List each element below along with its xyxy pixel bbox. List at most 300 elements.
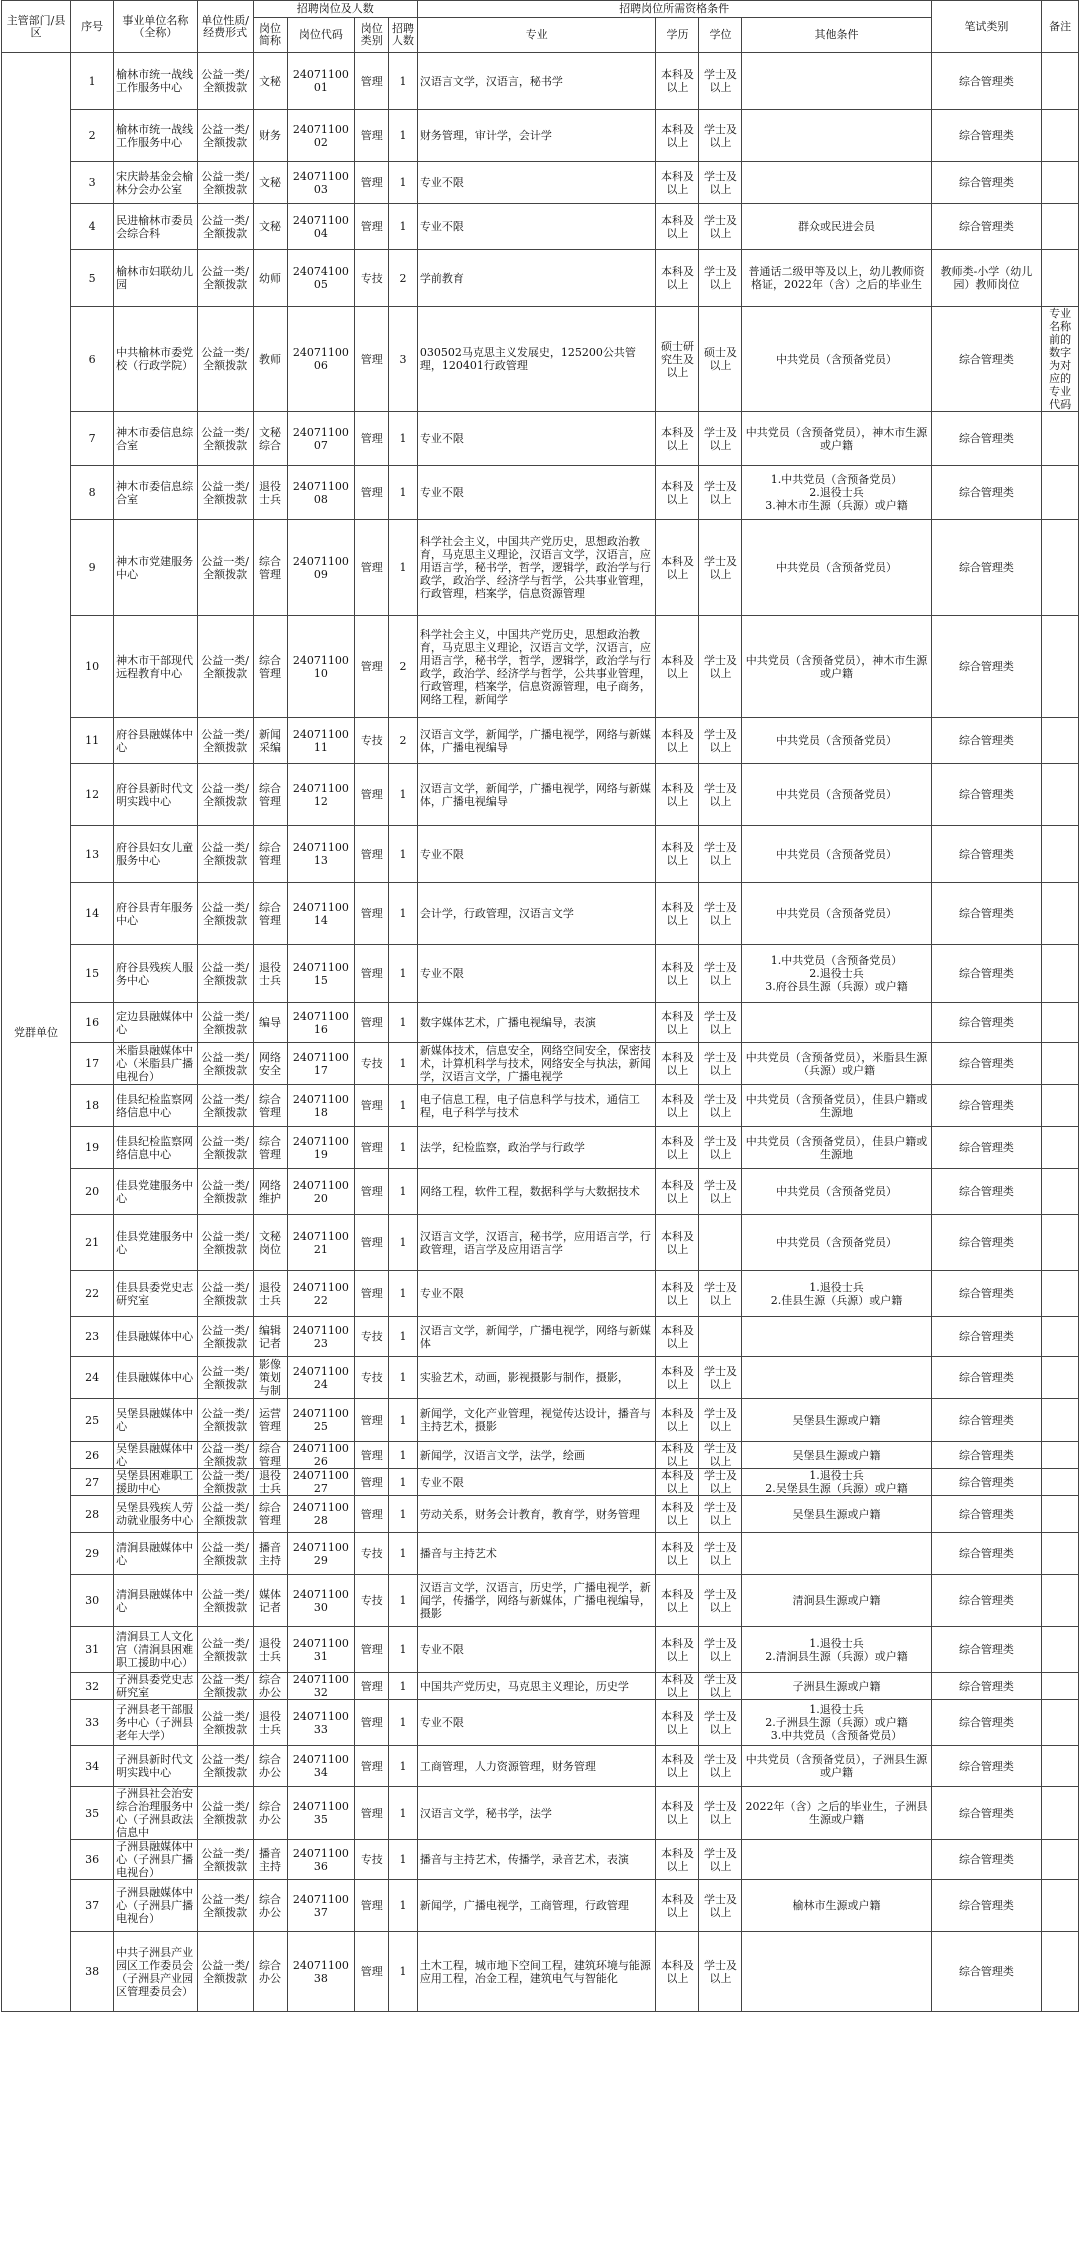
cell-short: 幼师	[253, 250, 287, 307]
cell-other: 子洲县生源或户籍	[742, 1673, 931, 1700]
cell-short: 编辑记者	[253, 1317, 287, 1357]
cell-short: 文秘岗位	[253, 1215, 287, 1271]
cell-short: 播音主持	[253, 1533, 287, 1575]
cell-short: 综合管理	[253, 520, 287, 616]
cell-count: 1	[389, 945, 418, 1003]
cell-seq: 23	[71, 1317, 114, 1357]
header-post-group: 招聘岗位及人数	[253, 1, 417, 18]
cell-edu: 本科及以上	[656, 520, 699, 616]
cell-unit: 吴堡县融媒体中心	[114, 1442, 197, 1469]
cell-nature: 公益一类/全额拨款	[197, 1215, 253, 1271]
cell-other: 1.退役士兵 2.吴堡县生源（兵源）或户籍	[742, 1469, 931, 1496]
cell-nature: 公益一类/全额拨款	[197, 1469, 253, 1496]
cell-short: 退役士兵	[253, 945, 287, 1003]
cell-code: 2407110011	[287, 718, 355, 764]
cell-nature: 公益一类/全额拨款	[197, 466, 253, 520]
cell-seq: 2	[71, 110, 114, 162]
cell-edu: 本科及以上	[656, 1271, 699, 1317]
cell-note	[1042, 1880, 1079, 1932]
cell-note	[1042, 1169, 1079, 1215]
cell-other	[742, 162, 931, 204]
cell-note	[1042, 53, 1079, 110]
cell-note	[1042, 1840, 1079, 1880]
cell-edu: 本科及以上	[656, 412, 699, 466]
cell-type: 管理	[355, 826, 389, 883]
cell-major: 030502马克思主义发展史，125200公共管理，120401行政管理	[417, 307, 656, 412]
cell-short: 综合管理	[253, 1442, 287, 1469]
cell-edu: 本科及以上	[656, 1442, 699, 1469]
cell-major: 新闻学，汉语言文学，法学，绘画	[417, 1442, 656, 1469]
cell-code: 2407110035	[287, 1787, 355, 1840]
cell-edu: 本科及以上	[656, 53, 699, 110]
cell-other: 吴堡县生源或户籍	[742, 1442, 931, 1469]
cell-edu: 本科及以上	[656, 204, 699, 250]
cell-edu: 本科及以上	[656, 1880, 699, 1932]
cell-nature: 公益一类/全额拨款	[197, 718, 253, 764]
cell-seq: 21	[71, 1215, 114, 1271]
header-other: 其他条件	[742, 18, 931, 53]
table-row	[2, 1127, 1079, 1169]
cell-nature: 公益一类/全额拨款	[197, 945, 253, 1003]
cell-code: 2407110028	[287, 1496, 355, 1533]
table-row	[2, 616, 1079, 718]
cell-seq: 16	[71, 1003, 114, 1043]
table-row	[2, 826, 1079, 883]
cell-code: 2407110032	[287, 1673, 355, 1700]
cell-unit: 子洲县融媒体中心（子洲县广播电视台）	[114, 1880, 197, 1932]
cell-other: 1.退役士兵 2.佳县生源（兵源）或户籍	[742, 1271, 931, 1317]
cell-seq: 33	[71, 1700, 114, 1746]
cell-major: 汉语言文学，汉语言，秘书学，应用语言学，行政管理，语言学及应用语言学	[417, 1215, 656, 1271]
cell-major: 专业不限	[417, 162, 656, 204]
cell-edu: 本科及以上	[656, 1746, 699, 1787]
cell-short: 网络安全	[253, 1043, 287, 1085]
cell-short: 退役士兵	[253, 1700, 287, 1746]
cell-count: 1	[389, 1673, 418, 1700]
cell-seq: 25	[71, 1399, 114, 1442]
cell-degree: 学士及以上	[699, 1840, 742, 1880]
cell-degree: 学士及以上	[699, 162, 742, 204]
cell-code: 2407110036	[287, 1840, 355, 1880]
cell-seq: 11	[71, 718, 114, 764]
cell-seq: 4	[71, 204, 114, 250]
cell-count: 1	[389, 1127, 418, 1169]
table-row	[2, 1787, 1079, 1840]
cell-seq: 37	[71, 1880, 114, 1932]
cell-count: 1	[389, 1399, 418, 1442]
cell-exam: 综合管理类	[931, 1085, 1042, 1127]
cell-count: 1	[389, 1469, 418, 1496]
table-row	[2, 1271, 1079, 1317]
cell-other: 中共党员（含预备党员）	[742, 307, 931, 412]
cell-degree: 学士及以上	[699, 1496, 742, 1533]
cell-other: 榆林市生源或户籍	[742, 1880, 931, 1932]
cell-other: 中共党员（含预备党员），神木市生源或户籍	[742, 412, 931, 466]
cell-exam: 综合管理类	[931, 764, 1042, 826]
cell-other	[742, 1533, 931, 1575]
cell-exam: 综合管理类	[931, 1169, 1042, 1215]
cell-nature: 公益一类/全额拨款	[197, 1357, 253, 1399]
cell-count: 1	[389, 520, 418, 616]
cell-exam: 综合管理类	[931, 204, 1042, 250]
cell-other	[742, 1932, 931, 2012]
cell-type: 管理	[355, 162, 389, 204]
cell-degree: 学士及以上	[699, 1575, 742, 1627]
cell-edu: 本科及以上	[656, 466, 699, 520]
table-row	[2, 1673, 1079, 1700]
cell-code: 2407110030	[287, 1575, 355, 1627]
cell-note	[1042, 412, 1079, 466]
cell-type: 管理	[355, 1496, 389, 1533]
cell-unit: 府谷县融媒体中心	[114, 718, 197, 764]
cell-degree: 学士及以上	[699, 1932, 742, 2012]
cell-exam: 教师类-小学（幼儿园）教师岗位	[931, 250, 1042, 307]
cell-type: 管理	[355, 1399, 389, 1442]
cell-other: 中共党员（含预备党员）	[742, 520, 931, 616]
cell-major: 电子信息工程，电子信息科学与技术，通信工程，电子科学与技术	[417, 1085, 656, 1127]
cell-note	[1042, 1575, 1079, 1627]
cell-short: 退役士兵	[253, 1627, 287, 1673]
cell-count: 1	[389, 1442, 418, 1469]
cell-major: 专业不限	[417, 204, 656, 250]
cell-note	[1042, 110, 1079, 162]
cell-type: 管理	[355, 616, 389, 718]
cell-edu: 本科及以上	[656, 1215, 699, 1271]
cell-exam: 综合管理类	[931, 1932, 1042, 2012]
cell-short: 综合办公	[253, 1787, 287, 1840]
cell-degree: 学士及以上	[699, 250, 742, 307]
cell-degree: 学士及以上	[699, 1127, 742, 1169]
cell-unit: 府谷县残疾人服务中心	[114, 945, 197, 1003]
cell-count: 1	[389, 53, 418, 110]
cell-edu: 本科及以上	[656, 162, 699, 204]
cell-code: 2407110020	[287, 1169, 355, 1215]
cell-degree: 学士及以上	[699, 520, 742, 616]
cell-other	[742, 1317, 931, 1357]
cell-note	[1042, 204, 1079, 250]
cell-other: 中共党员（含预备党员），神木市生源或户籍	[742, 616, 931, 718]
cell-note	[1042, 718, 1079, 764]
cell-major: 专业不限	[417, 1271, 656, 1317]
cell-count: 1	[389, 1700, 418, 1746]
cell-unit: 民进榆林市委员会综合科	[114, 204, 197, 250]
cell-seq: 3	[71, 162, 114, 204]
table-row	[2, 520, 1079, 616]
cell-count: 1	[389, 1932, 418, 2012]
cell-unit: 神木市委信息综合室	[114, 466, 197, 520]
cell-other: 1.中共党员（含预备党员） 2.退役士兵 3.神木市生源（兵源）或户籍	[742, 466, 931, 520]
table-row	[2, 1442, 1079, 1469]
cell-code: 2407110013	[287, 826, 355, 883]
recruitment-table	[1, 0, 1079, 2012]
header-post-short: 岗位简称	[253, 18, 287, 53]
cell-edu: 本科及以上	[656, 1932, 699, 2012]
cell-unit: 子洲县老干部服务中心（子洲县老年大学）	[114, 1700, 197, 1746]
table-row	[2, 1399, 1079, 1442]
cell-degree: 学士及以上	[699, 945, 742, 1003]
cell-type: 管理	[355, 1169, 389, 1215]
cell-type: 专技	[355, 250, 389, 307]
cell-short: 综合办公	[253, 1746, 287, 1787]
cell-note: 专业名称前的数字为对应的专业代码	[1042, 307, 1079, 412]
cell-major: 新媒体技术，信息安全，网络空间安全，保密技术，计算机科学与技术，网络安全与执法，新闻学，汉语言文学，广播电视学	[417, 1043, 656, 1085]
cell-degree	[699, 1215, 742, 1271]
cell-seq: 17	[71, 1043, 114, 1085]
cell-unit: 府谷县新时代文明实践中心	[114, 764, 197, 826]
cell-other	[742, 1357, 931, 1399]
cell-short: 退役士兵	[253, 1271, 287, 1317]
table-row	[2, 718, 1079, 764]
cell-unit: 佳县县委党史志研究室	[114, 1271, 197, 1317]
cell-unit: 吴堡县残疾人劳动就业服务中心	[114, 1496, 197, 1533]
cell-major: 科学社会主义，中国共产党历史，思想政治教育，马克思主义理论，汉语言文学，汉语言，应用语言学，秘书学，哲学，逻辑学，政治学与行政学，政治学、经济学与哲学，公共事业管理，行政管理，档案学，信息资源管理	[417, 520, 656, 616]
cell-other: 中共党员（含预备党员）	[742, 826, 931, 883]
cell-exam: 综合管理类	[931, 1880, 1042, 1932]
cell-unit: 清涧县融媒体中心	[114, 1575, 197, 1627]
cell-exam: 综合管理类	[931, 616, 1042, 718]
cell-exam: 综合管理类	[931, 1127, 1042, 1169]
cell-note	[1042, 1442, 1079, 1469]
cell-nature: 公益一类/全额拨款	[197, 250, 253, 307]
cell-edu: 本科及以上	[656, 1169, 699, 1215]
cell-note	[1042, 1003, 1079, 1043]
cell-seq: 34	[71, 1746, 114, 1787]
cell-note	[1042, 466, 1079, 520]
cell-exam: 综合管理类	[931, 1840, 1042, 1880]
cell-exam: 综合管理类	[931, 1533, 1042, 1575]
cell-degree: 学士及以上	[699, 204, 742, 250]
cell-short: 综合办公	[253, 1673, 287, 1700]
cell-other: 2022年（含）之后的毕业生，子洲县生源或户籍	[742, 1787, 931, 1840]
cell-code: 2407110033	[287, 1700, 355, 1746]
cell-note	[1042, 162, 1079, 204]
cell-seq: 1	[71, 53, 114, 110]
cell-note	[1042, 1215, 1079, 1271]
cell-other: 中共党员（含预备党员）	[742, 883, 931, 945]
cell-nature: 公益一类/全额拨款	[197, 1043, 253, 1085]
cell-seq: 15	[71, 945, 114, 1003]
cell-seq: 14	[71, 883, 114, 945]
cell-seq: 13	[71, 826, 114, 883]
cell-seq: 19	[71, 1127, 114, 1169]
cell-exam: 综合管理类	[931, 1627, 1042, 1673]
cell-unit: 府谷县青年服务中心	[114, 883, 197, 945]
cell-nature: 公益一类/全额拨款	[197, 520, 253, 616]
table-row	[2, 945, 1079, 1003]
cell-code: 2407110037	[287, 1880, 355, 1932]
cell-nature: 公益一类/全额拨款	[197, 1575, 253, 1627]
cell-degree: 学士及以上	[699, 1700, 742, 1746]
cell-other: 普通话二级甲等及以上，幼儿教师资格证，2022年（含）之后的毕业生	[742, 250, 931, 307]
cell-degree: 学士及以上	[699, 1357, 742, 1399]
cell-degree: 学士及以上	[699, 1533, 742, 1575]
cell-short: 退役士兵	[253, 466, 287, 520]
header-exam: 笔试类别	[931, 1, 1042, 53]
table-row	[2, 110, 1079, 162]
cell-degree: 学士及以上	[699, 110, 742, 162]
cell-type: 管理	[355, 204, 389, 250]
cell-other: 吴堡县生源或户籍	[742, 1399, 931, 1442]
cell-type: 管理	[355, 1271, 389, 1317]
cell-seq: 29	[71, 1533, 114, 1575]
cell-exam: 综合管理类	[931, 1317, 1042, 1357]
header-unit: 事业单位名称（全称）	[114, 1, 197, 53]
header-degree: 学位	[699, 18, 742, 53]
cell-edu: 本科及以上	[656, 250, 699, 307]
cell-code: 2407110038	[287, 1932, 355, 2012]
cell-short: 播音主持	[253, 1840, 287, 1880]
cell-type: 管理	[355, 945, 389, 1003]
cell-note	[1042, 1271, 1079, 1317]
cell-code: 2407110019	[287, 1127, 355, 1169]
cell-count: 1	[389, 1496, 418, 1533]
cell-unit: 佳县融媒体中心	[114, 1317, 197, 1357]
cell-type: 管理	[355, 1700, 389, 1746]
cell-code: 2407110004	[287, 204, 355, 250]
cell-code: 2407110002	[287, 110, 355, 162]
cell-type: 管理	[355, 412, 389, 466]
cell-major: 网络工程，软件工程，数据科学与大数据技术	[417, 1169, 656, 1215]
cell-degree: 硕士及以上	[699, 307, 742, 412]
cell-unit: 定边县融媒体中心	[114, 1003, 197, 1043]
cell-type: 管理	[355, 1085, 389, 1127]
cell-major: 学前教育	[417, 250, 656, 307]
cell-type: 管理	[355, 466, 389, 520]
cell-type: 专技	[355, 1533, 389, 1575]
cell-degree: 学士及以上	[699, 1085, 742, 1127]
cell-major: 汉语言文学，新闻学，广播电视学，网络与新媒体，广播电视编导	[417, 718, 656, 764]
cell-note	[1042, 764, 1079, 826]
header-cond-group: 招聘岗位所需资格条件	[417, 1, 931, 18]
cell-short: 文秘	[253, 162, 287, 204]
cell-count: 1	[389, 1533, 418, 1575]
header-post-code: 岗位代码	[287, 18, 355, 53]
table-row	[2, 412, 1079, 466]
cell-unit: 佳县纪检监察网络信息中心	[114, 1085, 197, 1127]
cell-major: 专业不限	[417, 945, 656, 1003]
cell-exam: 综合管理类	[931, 718, 1042, 764]
cell-exam: 综合管理类	[931, 110, 1042, 162]
cell-unit: 佳县党建服务中心	[114, 1169, 197, 1215]
header-dept: 主管部门/县区	[2, 1, 71, 53]
cell-edu: 本科及以上	[656, 1399, 699, 1442]
cell-other: 中共党员（含预备党员）	[742, 1169, 931, 1215]
cell-exam: 综合管理类	[931, 1215, 1042, 1271]
cell-type: 管理	[355, 1787, 389, 1840]
cell-other: 中共党员（含预备党员）	[742, 764, 931, 826]
cell-unit: 府谷县妇女儿童服务中心	[114, 826, 197, 883]
cell-exam: 综合管理类	[931, 1442, 1042, 1469]
cell-major: 数字媒体艺术，广播电视编导，表演	[417, 1003, 656, 1043]
cell-major: 专业不限	[417, 826, 656, 883]
cell-count: 1	[389, 1575, 418, 1627]
cell-note	[1042, 1469, 1079, 1496]
cell-major: 汉语言文学，秘书学，法学	[417, 1787, 656, 1840]
cell-major: 新闻学，广播电视学，工商管理，行政管理	[417, 1880, 656, 1932]
cell-degree: 学士及以上	[699, 826, 742, 883]
cell-other	[742, 1840, 931, 1880]
cell-edu: 本科及以上	[656, 826, 699, 883]
dept-cell: 党群单位	[2, 53, 71, 2012]
cell-note	[1042, 1085, 1079, 1127]
cell-count: 1	[389, 1357, 418, 1399]
cell-nature: 公益一类/全额拨款	[197, 1673, 253, 1700]
cell-nature: 公益一类/全额拨款	[197, 1932, 253, 2012]
cell-exam: 综合管理类	[931, 307, 1042, 412]
table-row	[2, 307, 1079, 412]
cell-code: 2407110001	[287, 53, 355, 110]
cell-nature: 公益一类/全额拨款	[197, 1700, 253, 1746]
cell-nature: 公益一类/全额拨款	[197, 162, 253, 204]
cell-note	[1042, 1746, 1079, 1787]
table-row	[2, 1169, 1079, 1215]
cell-code: 2407110025	[287, 1399, 355, 1442]
cell-count: 2	[389, 616, 418, 718]
cell-major: 会计学，行政管理，汉语言文学	[417, 883, 656, 945]
cell-nature: 公益一类/全额拨款	[197, 204, 253, 250]
table-row	[2, 1932, 1079, 2012]
cell-nature: 公益一类/全额拨款	[197, 1169, 253, 1215]
cell-degree: 学士及以上	[699, 1673, 742, 1700]
cell-edu: 本科及以上	[656, 1575, 699, 1627]
cell-other: 吴堡县生源或户籍	[742, 1496, 931, 1533]
cell-code: 2407110003	[287, 162, 355, 204]
cell-type: 管理	[355, 1215, 389, 1271]
cell-code: 2407110010	[287, 616, 355, 718]
cell-exam: 综合管理类	[931, 162, 1042, 204]
cell-count: 2	[389, 250, 418, 307]
cell-major: 汉语言文学，新闻学，广播电视学，网络与新媒体	[417, 1317, 656, 1357]
cell-nature: 公益一类/全额拨款	[197, 1003, 253, 1043]
cell-count: 1	[389, 1787, 418, 1840]
cell-edu: 硕士研究生及以上	[656, 307, 699, 412]
cell-exam: 综合管理类	[931, 945, 1042, 1003]
cell-nature: 公益一类/全额拨款	[197, 883, 253, 945]
cell-code: 2407110018	[287, 1085, 355, 1127]
cell-code: 2407110026	[287, 1442, 355, 1469]
cell-major: 播音与主持艺术，传播学，录音艺术，表演	[417, 1840, 656, 1880]
cell-unit: 神木市委信息综合室	[114, 412, 197, 466]
cell-nature: 公益一类/全额拨款	[197, 412, 253, 466]
cell-note	[1042, 1127, 1079, 1169]
cell-short: 综合办公	[253, 1880, 287, 1932]
cell-edu: 本科及以上	[656, 1673, 699, 1700]
cell-nature: 公益一类/全额拨款	[197, 110, 253, 162]
cell-short: 综合管理	[253, 764, 287, 826]
cell-note	[1042, 826, 1079, 883]
table-row	[2, 1043, 1079, 1085]
cell-major: 财务管理，审计学，会计学	[417, 110, 656, 162]
cell-nature: 公益一类/全额拨款	[197, 1787, 253, 1840]
cell-exam: 综合管理类	[931, 1496, 1042, 1533]
cell-type: 管理	[355, 1442, 389, 1469]
cell-code: 2407110012	[287, 764, 355, 826]
cell-other: 中共党员（含预备党员）	[742, 718, 931, 764]
cell-major: 汉语言文学，汉语言，秘书学	[417, 53, 656, 110]
cell-short: 文秘	[253, 53, 287, 110]
cell-other	[742, 1003, 931, 1043]
cell-unit: 佳县纪检监察网络信息中心	[114, 1127, 197, 1169]
cell-nature: 公益一类/全额拨款	[197, 1840, 253, 1880]
cell-code: 2407110014	[287, 883, 355, 945]
table-row	[2, 162, 1079, 204]
cell-note	[1042, 1043, 1079, 1085]
cell-code: 2407110021	[287, 1215, 355, 1271]
cell-type: 管理	[355, 1627, 389, 1673]
cell-note	[1042, 1317, 1079, 1357]
cell-exam: 综合管理类	[931, 520, 1042, 616]
cell-seq: 32	[71, 1673, 114, 1700]
